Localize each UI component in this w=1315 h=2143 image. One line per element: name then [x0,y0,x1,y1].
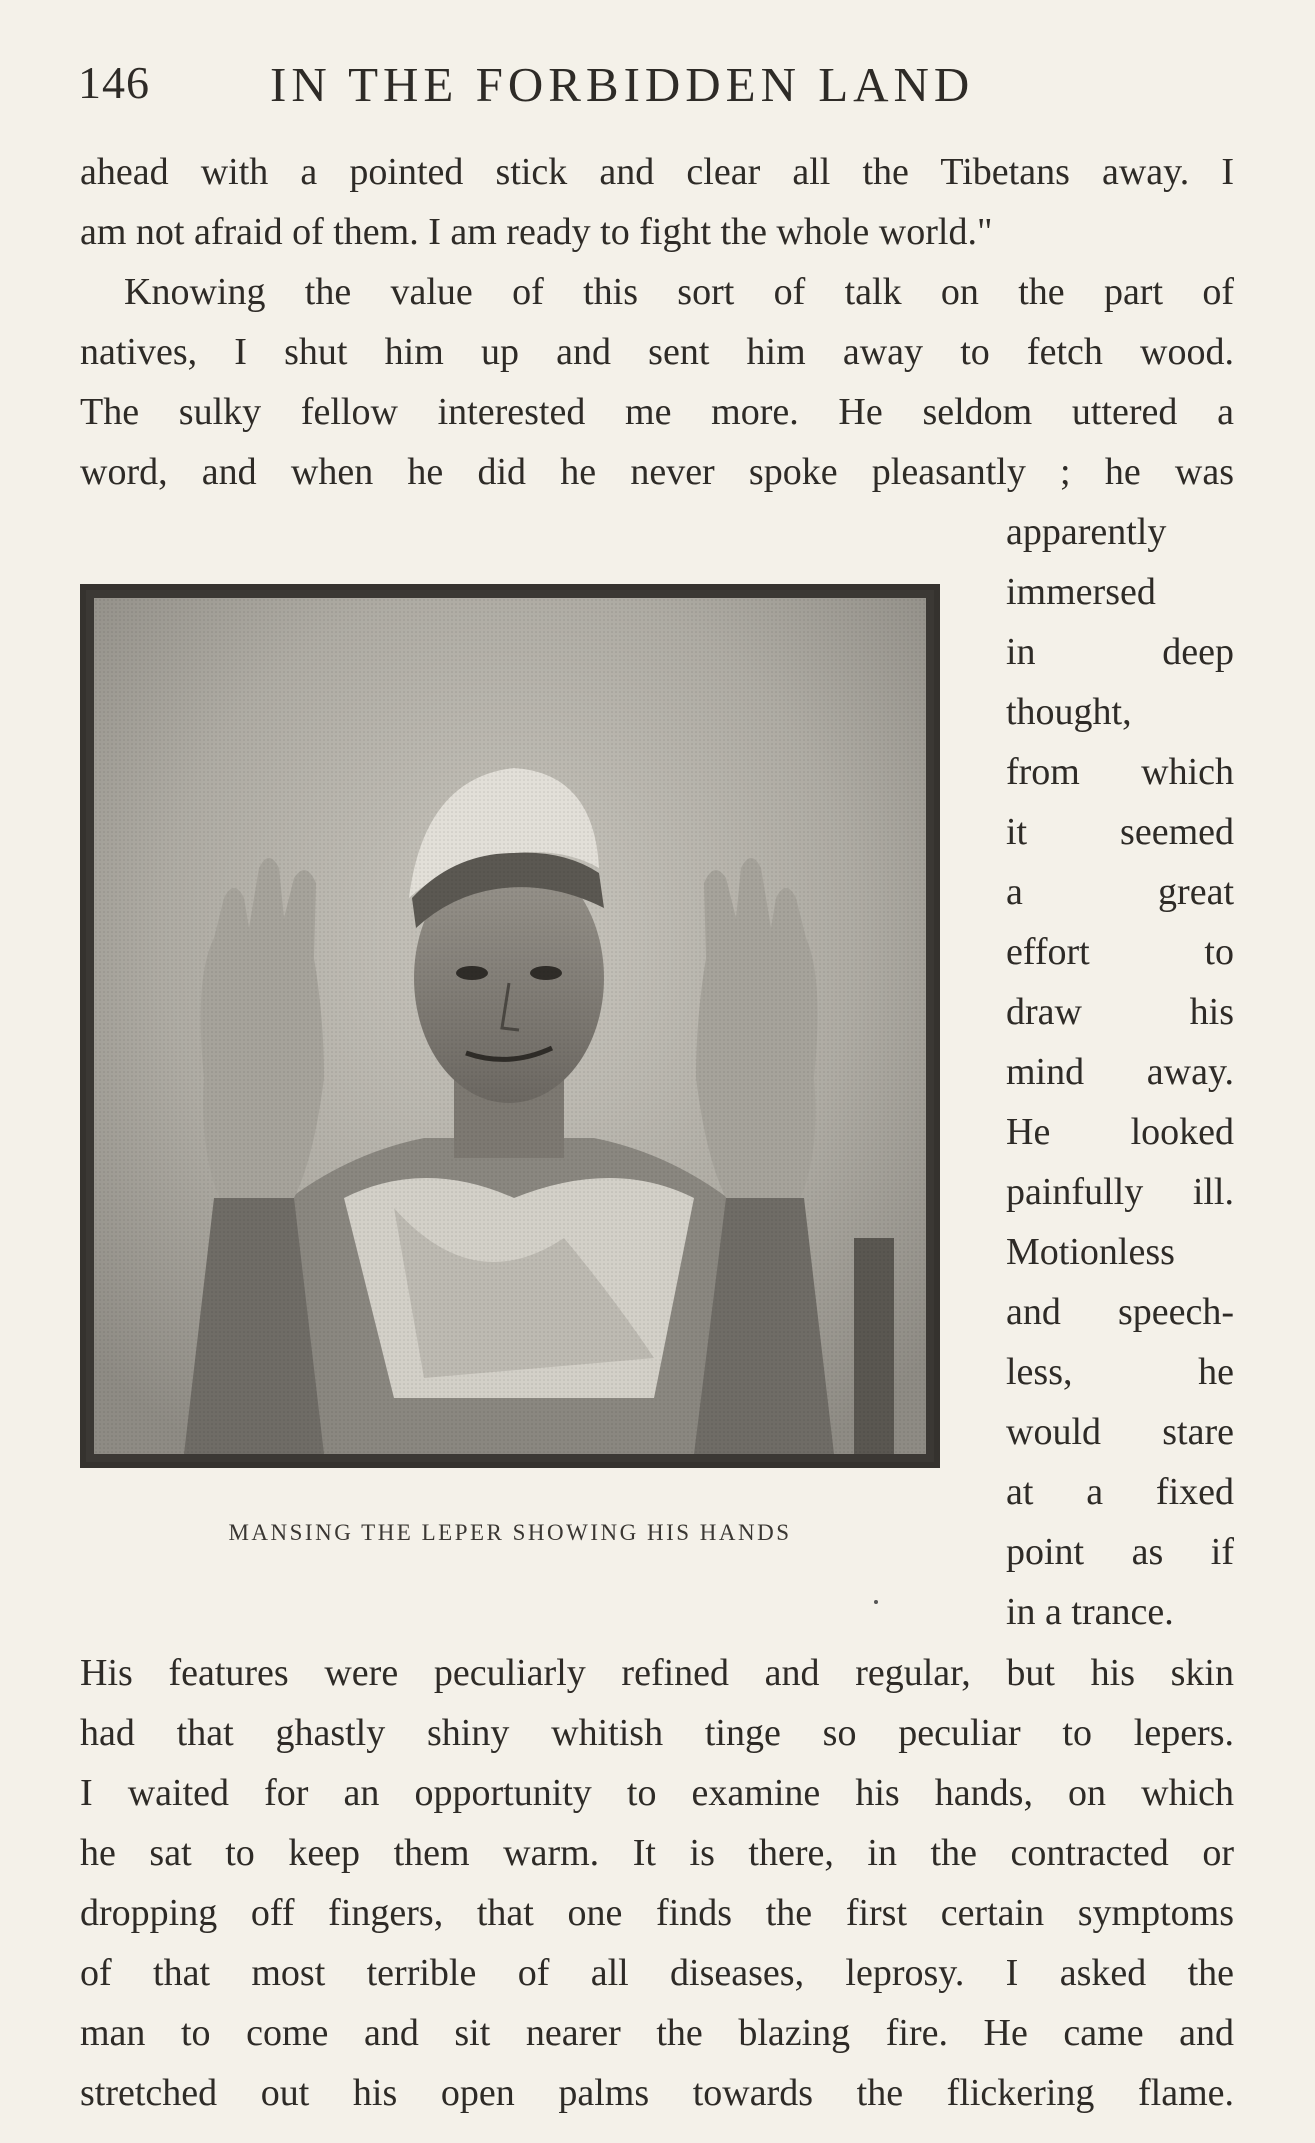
side-text-line: less, he [1006,1351,1234,1393]
side-text-line: a great [1006,871,1234,913]
side-text-line: it seemed [1006,811,1234,853]
text-line: of that most terrible of all diseases, leprosy. I asked the [80,1952,1234,1994]
print-speck [874,1600,878,1604]
figure-caption: MANSING THE LEPER SHOWING HIS HANDS [228,1520,792,1545]
side-text-line: Motionless [1006,1231,1175,1273]
side-text-line: He looked [1006,1111,1234,1153]
text-line: am not afraid of them. I am ready to fight the whole world." [80,211,993,253]
text-line: word, and when he did he never spoke pleasantly ; he was [80,451,1234,493]
text-line: he sat to keep them warm. It is there, in the contracted or [80,1832,1234,1874]
text-line: ahead with a pointed stick and clear all the Tibetans away. I [80,151,1234,193]
side-text-line: from which [1006,751,1234,793]
photograph-plate [80,584,940,1468]
side-text-line: in a trance. [1006,1591,1174,1633]
paragraph-first-line: Knowing the value of this sort of talk on the part of [124,271,1234,313]
text-line: stretched out his open palms towards the flickering flame. [80,2072,1234,2114]
side-text-line: effort to [1006,931,1234,973]
side-text-line: would stare [1006,1411,1234,1453]
side-text-line: at a fixed [1006,1471,1234,1513]
side-text-line: and speech- [1006,1291,1234,1333]
side-text-line: point as if [1006,1531,1234,1573]
running-head [78,56,1228,116]
side-text-line: apparently [1006,511,1167,553]
running-title: IN THE FORBIDDEN LAND [270,57,975,112]
text-line: dropping off fingers, that one finds the first certain symptoms [80,1892,1234,1934]
side-text-line: mind away. [1006,1051,1234,1093]
text-line: I waited for an opportunity to examine his hands, on which [80,1772,1234,1814]
side-text-line: thought, [1006,691,1132,733]
text-line: man to come and sit nearer the blazing fire. He came and [80,2012,1234,2054]
text-line: had that ghastly shiny whitish tinge so peculiar to lepers. [80,1712,1234,1754]
text-line: His features were peculiarly refined and regular, but his skin [80,1652,1234,1694]
side-text-line: in deep [1006,631,1234,673]
side-text-line: painfully ill. [1006,1171,1234,1213]
text-line: natives, I shut him up and sent him away to fetch wood. [80,331,1234,373]
leper-portrait-illustration [94,598,926,1454]
page-number: 146 [78,57,150,108]
side-text-line: immersed [1006,571,1156,613]
text-line: The sulky fellow interested me more. He seldom uttered a [80,391,1234,433]
side-text-line: draw his [1006,991,1234,1033]
